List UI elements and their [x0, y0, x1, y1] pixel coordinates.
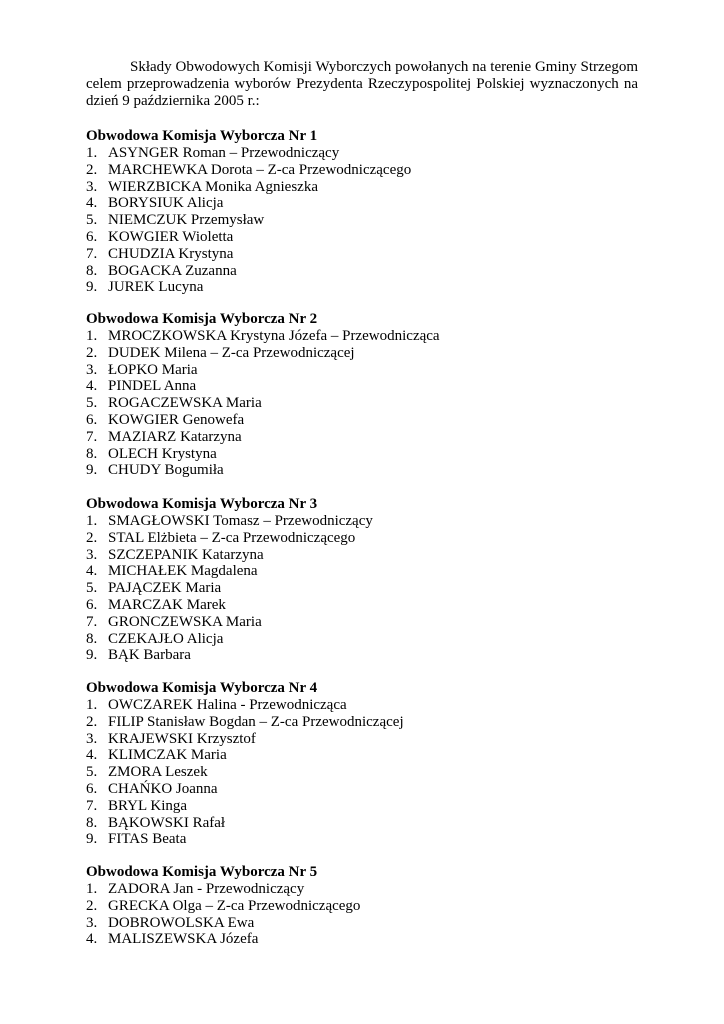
item-number: 7. [86, 428, 98, 445]
item-number: 1. [86, 881, 98, 897]
member-name: BĄKOWSKI Rafał [108, 814, 226, 831]
item-number: 9. [86, 647, 98, 664]
list-item [86, 764, 646, 781]
list-item [86, 162, 646, 179]
list-item [86, 831, 646, 848]
list-item [86, 731, 646, 748]
member-list [86, 513, 646, 664]
list-item [86, 462, 646, 479]
item-number: 1. [86, 513, 98, 529]
item-number: 3. [86, 361, 98, 378]
item-number: 3. [86, 914, 98, 931]
list-item [86, 328, 646, 345]
item-number: 3. [86, 178, 98, 195]
item-number: 5. [86, 764, 98, 781]
item-number: 4. [86, 563, 98, 580]
item-number: 1. [86, 697, 98, 713]
intro-paragraph: Składy Obwodowych Komisji Wyborczych powołanych na terenie Gminy Strzegom celem przeprowadzenia wyborów Prezydenta Rzeczypospolitej Polskiej wyznaczonych na dzień 9 października 2005 r.: [86, 59, 638, 109]
item-number: 6. [86, 411, 98, 428]
member-name: MICHAŁEK Magdalena [108, 563, 258, 580]
item-number: 6. [86, 228, 98, 245]
member-name: BRYL Kinga [108, 797, 188, 814]
member-name: DOBROWOLSKA Ewa [108, 914, 255, 931]
list-item [86, 815, 646, 832]
item-number: 6. [86, 596, 98, 613]
item-number: 3. [86, 730, 98, 747]
member-list [86, 881, 646, 948]
member-name: SMAGŁOWSKI Tomasz – Przewodniczący [108, 513, 373, 529]
commission-section-3 [86, 496, 646, 664]
item-number: 7. [86, 797, 98, 814]
member-name: MROCZKOWSKA Krystyna Józefa – Przewodnicząca [108, 328, 440, 344]
list-item [86, 378, 646, 395]
list-item [86, 798, 646, 815]
list-item [86, 714, 646, 731]
item-number: 8. [86, 814, 98, 831]
list-item [86, 697, 646, 714]
list-item [86, 412, 646, 429]
commission-section-2 [86, 311, 646, 479]
list-item [86, 212, 646, 229]
member-name: FITAS Beata [108, 831, 187, 848]
item-number: 4. [86, 931, 98, 948]
member-name: ROGACZEWSKA Maria [108, 395, 262, 412]
item-number: 7. [86, 613, 98, 630]
member-name: BOGACKA Zuzanna [108, 262, 237, 279]
list-item [86, 580, 646, 597]
list-item [86, 647, 646, 664]
member-list [86, 145, 646, 296]
list-item [86, 345, 646, 362]
item-number: 7. [86, 245, 98, 262]
member-name: ZMORA Leszek [108, 764, 208, 781]
list-item [86, 513, 646, 530]
list-item [86, 195, 646, 212]
list-item [86, 563, 646, 580]
member-name: KLIMCZAK Maria [108, 747, 227, 764]
section-title: Obwodowa Komisja Wyborcza Nr 5 [86, 864, 318, 880]
commission-section-1 [86, 128, 646, 296]
member-name: CHAŃKO Joanna [108, 780, 218, 797]
item-number: 9. [86, 279, 98, 296]
list-item [86, 362, 646, 379]
list-item [86, 429, 646, 446]
member-name: DUDEK Milena – Z-ca Przewodniczącej [108, 344, 355, 361]
item-number: 2. [86, 529, 98, 546]
member-name: KRAJEWSKI Krzysztof [108, 730, 256, 747]
list-item [86, 898, 646, 915]
list-item [86, 229, 646, 246]
member-name: OWCZAREK Halina - Przewodnicząca [108, 697, 347, 713]
member-name: PAJĄCZEK Maria [108, 580, 222, 597]
member-name: GRONCZEWSKA Maria [108, 613, 262, 630]
member-name: PINDEL Anna [108, 378, 197, 395]
member-name: OLECH Krystyna [108, 445, 217, 462]
list-item [86, 747, 646, 764]
list-item [86, 614, 646, 631]
member-name: KOWGIER Genowefa [108, 411, 245, 428]
item-number: 6. [86, 780, 98, 797]
item-number: 3. [86, 546, 98, 563]
section-title: Obwodowa Komisja Wyborcza Nr 2 [86, 311, 318, 327]
item-number: 1. [86, 145, 98, 161]
member-name: KOWGIER Wioletta [108, 228, 234, 245]
section-title: Obwodowa Komisja Wyborcza Nr 1 [86, 128, 318, 144]
section-title: Obwodowa Komisja Wyborcza Nr 3 [86, 496, 318, 512]
item-number: 2. [86, 344, 98, 361]
item-number: 2. [86, 897, 98, 914]
list-item [86, 781, 646, 798]
item-number: 9. [86, 462, 98, 479]
item-number: 4. [86, 747, 98, 764]
member-name: NIEMCZUK Przemysław [108, 212, 265, 229]
section-title: Obwodowa Komisja Wyborcza Nr 4 [86, 680, 318, 696]
member-name: CHUDY Bogumiła [108, 462, 224, 479]
list-item [86, 530, 646, 547]
item-number: 5. [86, 212, 98, 229]
member-name: JUREK Lucyna [108, 279, 204, 296]
member-name: CHUDZIA Krystyna [108, 245, 234, 262]
member-name: FILIP Stanisław Bogdan – Z-ca Przewodniczącej [108, 713, 404, 730]
list-item [86, 145, 646, 162]
member-name: MAZIARZ Katarzyna [108, 428, 242, 445]
list-item [86, 179, 646, 196]
member-name: SZCZEPANIK Katarzyna [108, 546, 264, 563]
list-item [86, 395, 646, 412]
item-number: 5. [86, 395, 98, 412]
member-name: BORYSIUK Alicja [108, 195, 224, 212]
item-number: 2. [86, 161, 98, 178]
member-name: STAL Elżbieta – Z-ca Przewodniczącego [108, 529, 356, 546]
member-name: MARCHEWKA Dorota – Z-ca Przewodniczącego [108, 161, 412, 178]
list-item [86, 246, 646, 263]
list-item [86, 631, 646, 648]
list-item [86, 915, 646, 932]
list-item [86, 547, 646, 564]
list-item [86, 263, 646, 280]
member-name: MALISZEWSKA Józefa [108, 931, 259, 948]
member-list [86, 328, 646, 479]
item-number: 8. [86, 445, 98, 462]
list-item [86, 597, 646, 614]
item-number: 9. [86, 831, 98, 848]
member-name: GRECKA Olga – Z-ca Przewodniczącego [108, 897, 361, 914]
member-name: ŁOPKO Maria [108, 361, 198, 378]
list-item [86, 881, 646, 898]
commission-section-4 [86, 680, 646, 848]
item-number: 8. [86, 262, 98, 279]
member-name: BĄK Barbara [108, 647, 191, 664]
member-name: MARCZAK Marek [108, 596, 226, 613]
item-number: 8. [86, 630, 98, 647]
member-list [86, 697, 646, 848]
list-item [86, 279, 646, 296]
item-number: 1. [86, 328, 98, 344]
item-number: 4. [86, 195, 98, 212]
member-name: WIERZBICKA Monika Agnieszka [108, 178, 318, 195]
item-number: 5. [86, 580, 98, 597]
member-name: ZADORA Jan - Przewodniczący [108, 881, 305, 897]
commission-section-5 [86, 864, 646, 948]
item-number: 4. [86, 378, 98, 395]
member-name: CZEKAJŁO Alicja [108, 630, 224, 647]
list-item [86, 931, 646, 948]
item-number: 2. [86, 713, 98, 730]
list-item [86, 446, 646, 463]
member-name: ASYNGER Roman – Przewodniczący [108, 145, 340, 161]
